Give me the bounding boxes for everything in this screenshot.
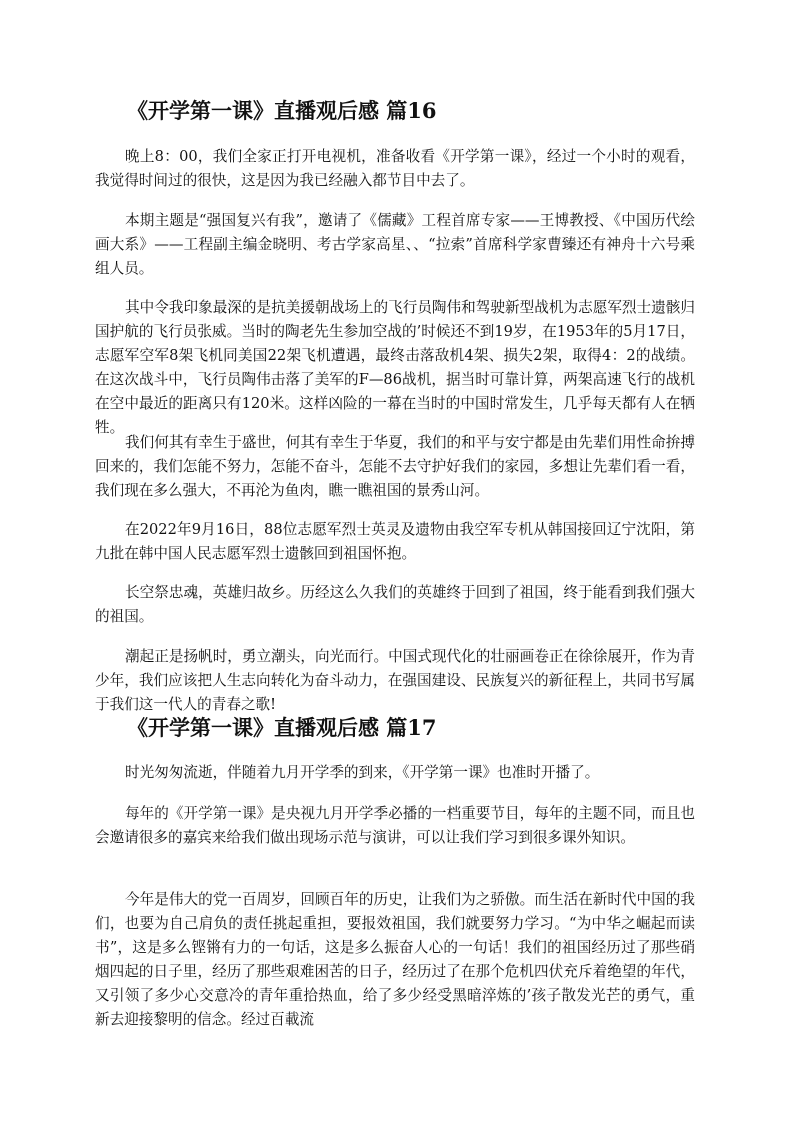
paragraph: 每年的《开学第一课》是央视九月开学季必播的一档重要节目，每年的主题不同，而且也会邀请很多的嘉宾来给我们做出现场示范与演讲，可以让我们学习到很多课外知识。 [95,805,695,846]
paragraph: 长空祭忠魂，英雄归故乡。历经这么久我们的英雄终于回到了祖国，终于能看到我们强大的祖国。 [95,584,695,625]
paragraph: 潮起正是扬帆时，勇立潮头，向光而行。中国式现代化的壮丽画卷正在徐徐展开，作为青少年，我们应该把人生志向转化为奋斗动力，在强国建设、民族复兴的新征程上，共同书写属于我们这一代人的青春之歌! [95,648,695,713]
paragraph: 晚上8：00，我们全家正打开电视机，准备收看《开学第一课》，经过一个小时的观看，我觉得时间过的很快，这是因为我已经融入都节目中去了。 [95,148,695,189]
section-heading: 《开学第一课》直播观后感 篇17 [127,715,437,740]
section-heading: 《开学第一课》直播观后感 篇16 [127,98,437,123]
paragraph: 时光匆匆流逝，伴随着九月开学季的到来，《开学第一课》也准时开播了。 [125,764,600,781]
paragraph: 其中令我印象最深的是抗美援朝战场上的飞行员陶伟和驾驶新型战机为志愿军烈士遗骸归国护航的飞行员张威。当时的陶老先生参加空战的’时候还不到19岁，在1953年的5月17日，志愿军空军8架飞机同美国22架飞机遭遇，最终击落敌机4架、损失2架，取得4：2的战绩。在这次战斗中，飞行员陶伟击落了美军的F—86战机，据当时可靠计算，两架高速飞行的战机在空中最近的距离只有120米。这样凶险的一幕在当时的中国时常发生，几乎每天都有人在牺牲。 [95,299,695,436]
paragraph: 本期主题是“强国复兴有我”，邀请了《儒藏》工程首席专家——王博教授、《中国历代绘画大系》——工程副主编金晓明、考古学家高星、、“拉索”首席科学家曹臻还有神舟十六号乘组人员。 [95,212,695,277]
paragraph: 我们何其有幸生于盛世，何其有幸生于华夏，我们的和平与安宁都是由先辈们用性命拚搏回来的，我们怎能不努力，怎能不奋斗，怎能不去守护好我们的家园，多想让先辈们看一看，我们现在多么强大，不再沦为鱼肉，瞧一瞧祖国的景秀山河。 [95,434,695,499]
paragraph: 今年是伟大的党一百周岁，回顾百年的历史，让我们为之骄傲。而生活在新时代中国的我们，也要为自己肩负的责任挑起重担，要报效祖国，我们就要努力学习。“为中华之崛起而读书”，这是多么铿锵有力的一句话，这是多么振奋人心的一句话！我们的祖国经历过了那些硝烟四起的日子里，经历了那些艰难困苦的日子，经历过了在那个危机四伏充斥着绝望的年代，又引领了多少心交意冷的青年重拾热血，给了多少经受黑暗淬炼的’孩子散发光芒的勇气，重新去迎接黎明的信念。经过百載流 [95,891,695,1028]
paragraph: 在2022年9月16日，88位志愿军烈士英灵及遗物由我空军专机从韩国接回辽宁沈阳，第九批在韩中国人民志愿军烈士遗骸回到祖国怀抱。 [95,521,695,562]
